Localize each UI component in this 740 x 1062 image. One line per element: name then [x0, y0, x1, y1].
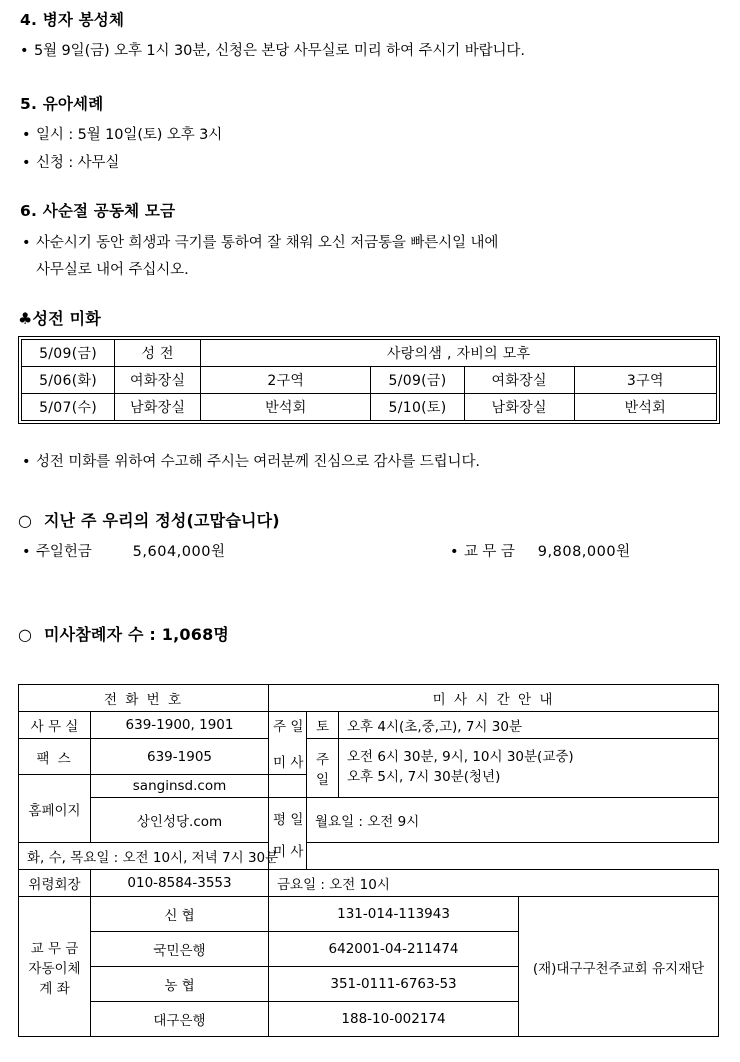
cleaning-note: [22, 450, 480, 471]
weekday-mass-row-2: 화, 수, 목요일 : 오전 10시, 저녁 7시 30분: [19, 843, 307, 870]
bullet-dot-icon: •: [22, 235, 31, 251]
cleaning-r1-group: 사랑의샘 , 자비의 모후: [201, 340, 717, 367]
bank-label-line3: 계 좌: [39, 980, 70, 997]
section-5-line-2: [22, 151, 119, 172]
contact-label-office: 사 무 실: [19, 712, 91, 739]
section-4-line-1-text: 5월 9일(금) 오후 1시 30분, 신청은 본당 사무실로 미리 하여 주시기 바랍니다.: [34, 43, 525, 59]
table-row: [22, 394, 717, 421]
table-row: [22, 367, 717, 394]
cleaning-r2-date2: 5/09(금): [371, 367, 464, 394]
sunday-mass-label: [269, 712, 307, 775]
sun-mass-times-line2: 오후 5시, 7시 30분(청년): [347, 769, 501, 785]
section-title-6: 사순절 공동체 모금: [42, 202, 176, 220]
section-6-line-1: [22, 231, 498, 252]
section-6-line-2: 사무실로 내어 주십시오.: [36, 262, 189, 278]
section-number-6: 6.: [20, 202, 38, 220]
cleaning-r2-group1: 2구역: [201, 367, 371, 394]
weekday-mass-row-1: 월요일 : 오전 9시: [307, 798, 719, 843]
cleaning-table-outer-border: [18, 336, 720, 424]
sat-mass-times: 오후 4시(초,중,고), 7시 30분: [339, 712, 719, 739]
section-5-line-1: [22, 123, 222, 144]
contact-value-homepage-kr: 상인성당.com: [91, 798, 269, 843]
offering-heading: [18, 508, 280, 531]
weekday-mass-label-line1: 평 일: [273, 811, 304, 828]
bullet-dot-icon: •: [450, 544, 459, 560]
section-5-line-1-text: 일시 : 5월 10일(토) 오후 3시: [36, 127, 223, 143]
bank-account-2: 642001-04-211474: [269, 932, 519, 967]
offering-left-value: 5,604,000원: [132, 544, 226, 560]
cleaning-r2-area2: 여화장실: [464, 367, 574, 394]
cleaning-heading: [18, 306, 101, 329]
cleaning-table-wrapper: [18, 336, 720, 424]
bullet-dot-icon: •: [22, 155, 31, 171]
sun-label-line2: 일: [315, 772, 330, 788]
contact-value-fax: 639-1905: [91, 739, 269, 775]
bank-name-3: 농 협: [91, 967, 269, 1002]
offering-heading-text: 지난 주 우리의 정성(고맙습니다): [43, 511, 280, 530]
contact-label-homepage: 홈페이지: [19, 775, 91, 843]
cleaning-r1-area: 성 전: [115, 340, 201, 367]
bullet-dot-icon: •: [22, 544, 31, 560]
bullet-dot-icon: •: [22, 454, 31, 470]
weekday-mass-row-3: 금요일 : 오전 10시: [269, 870, 719, 897]
sunday-mass-label-line1: 주 일: [273, 719, 304, 735]
sun-mass-times: [339, 739, 719, 798]
offering-left-label: 주일헌금: [36, 544, 92, 560]
sun-label: [307, 739, 339, 798]
circle-icon: ○: [18, 511, 33, 530]
cleaning-table: [21, 339, 717, 421]
attendance-text: 미사참례자 수 : 1,068명: [43, 625, 230, 644]
offering-left: [22, 540, 225, 561]
cleaning-r1-date: 5/09(금): [22, 340, 115, 367]
bank-holder: (재)대구구천주교회 유지재단: [519, 897, 719, 1037]
contact-value-wiryeong: 010-8584-3553: [91, 870, 269, 897]
table-row: [22, 340, 717, 367]
bank-label-line1: 교 무 금: [30, 940, 79, 957]
bank-account-1: 131-014-113943: [269, 897, 519, 932]
cleaning-heading-text: 성전 미화: [32, 309, 101, 328]
sunday-mass-label-line2: 미 사: [273, 755, 304, 771]
contact-value-homepage-en: sanginsd.com: [91, 775, 269, 798]
contact-label-fax: 팩 스: [19, 739, 91, 775]
section-heading-4: [20, 8, 124, 30]
cleaning-r3-group1: 반석회: [201, 394, 371, 421]
club-icon: ♣: [18, 309, 33, 328]
cleaning-note-text: 성전 미화를 위하여 수고해 주시는 여러분께 진심으로 감사를 드립니다.: [36, 454, 480, 470]
weekday-mass-label-line2: 미 사: [273, 843, 304, 860]
table-row: [19, 798, 719, 843]
contact-value-office: 639-1900, 1901: [91, 712, 269, 739]
table-row: [19, 843, 719, 870]
section-heading-5: [20, 92, 103, 114]
cleaning-r3-area1: 남화장실: [115, 394, 201, 421]
info-table: [18, 684, 719, 1037]
section-number-4: 4.: [20, 11, 38, 29]
table-row: [19, 739, 719, 775]
bullet-dot-icon: •: [20, 43, 29, 59]
sun-label-line1: 주: [315, 752, 330, 768]
bank-name-2: 국민은행: [91, 932, 269, 967]
bank-account-3: 351-0111-6763-53: [269, 967, 519, 1002]
table-row: [19, 897, 719, 932]
offering-right-value: 9,808,000원: [537, 544, 631, 560]
section-4-line-1: [20, 39, 525, 60]
table-row: [19, 712, 719, 739]
bank-name-1: 신 협: [91, 897, 269, 932]
cleaning-r2-date1: 5/06(화): [22, 367, 115, 394]
section-heading-6: [20, 199, 175, 221]
cleaning-r3-group2: 반석회: [574, 394, 716, 421]
bank-label-line2: 자동이체: [28, 960, 81, 977]
info-header-right: 미 사 시 간 안 내: [269, 685, 719, 712]
cleaning-r3-date1: 5/07(수): [22, 394, 115, 421]
info-table-wrapper: [18, 684, 719, 1037]
cleaning-r2-area1: 여화장실: [115, 367, 201, 394]
contact-label-wiryeong: 위령회장: [19, 870, 91, 897]
section-6-line-1-text: 사순시기 동안 희생과 극기를 통하여 잘 채워 오신 저금통을 빠른시일 내에: [36, 235, 499, 251]
info-header-left: 전 화 번 호: [19, 685, 269, 712]
table-row: [19, 870, 719, 897]
cleaning-r3-date2: 5/10(토): [371, 394, 464, 421]
circle-icon: ○: [18, 625, 33, 644]
cleaning-r3-area2: 남화장실: [464, 394, 574, 421]
section-title-4: 병자 봉성체: [42, 11, 125, 29]
bank-label: [19, 897, 91, 1037]
sun-mass-times-line1: 오전 6시 30분, 9시, 10시 30분(교중): [347, 749, 574, 766]
offering-right: [450, 540, 631, 561]
info-header-row: [19, 685, 719, 712]
bank-account-4: 188-10-002174: [269, 1002, 519, 1037]
cleaning-r2-group2: 3구역: [574, 367, 716, 394]
bullet-dot-icon: •: [22, 127, 31, 143]
offering-right-label: 교 무 금: [464, 544, 515, 560]
bank-name-4: 대구은행: [91, 1002, 269, 1037]
section-title-5: 유아세례: [42, 95, 104, 113]
section-5-line-2-text: 신청 : 사무실: [36, 155, 120, 171]
sat-label: 토: [307, 712, 339, 739]
section-number-5: 5.: [20, 95, 38, 113]
attendance-heading: [18, 622, 229, 645]
